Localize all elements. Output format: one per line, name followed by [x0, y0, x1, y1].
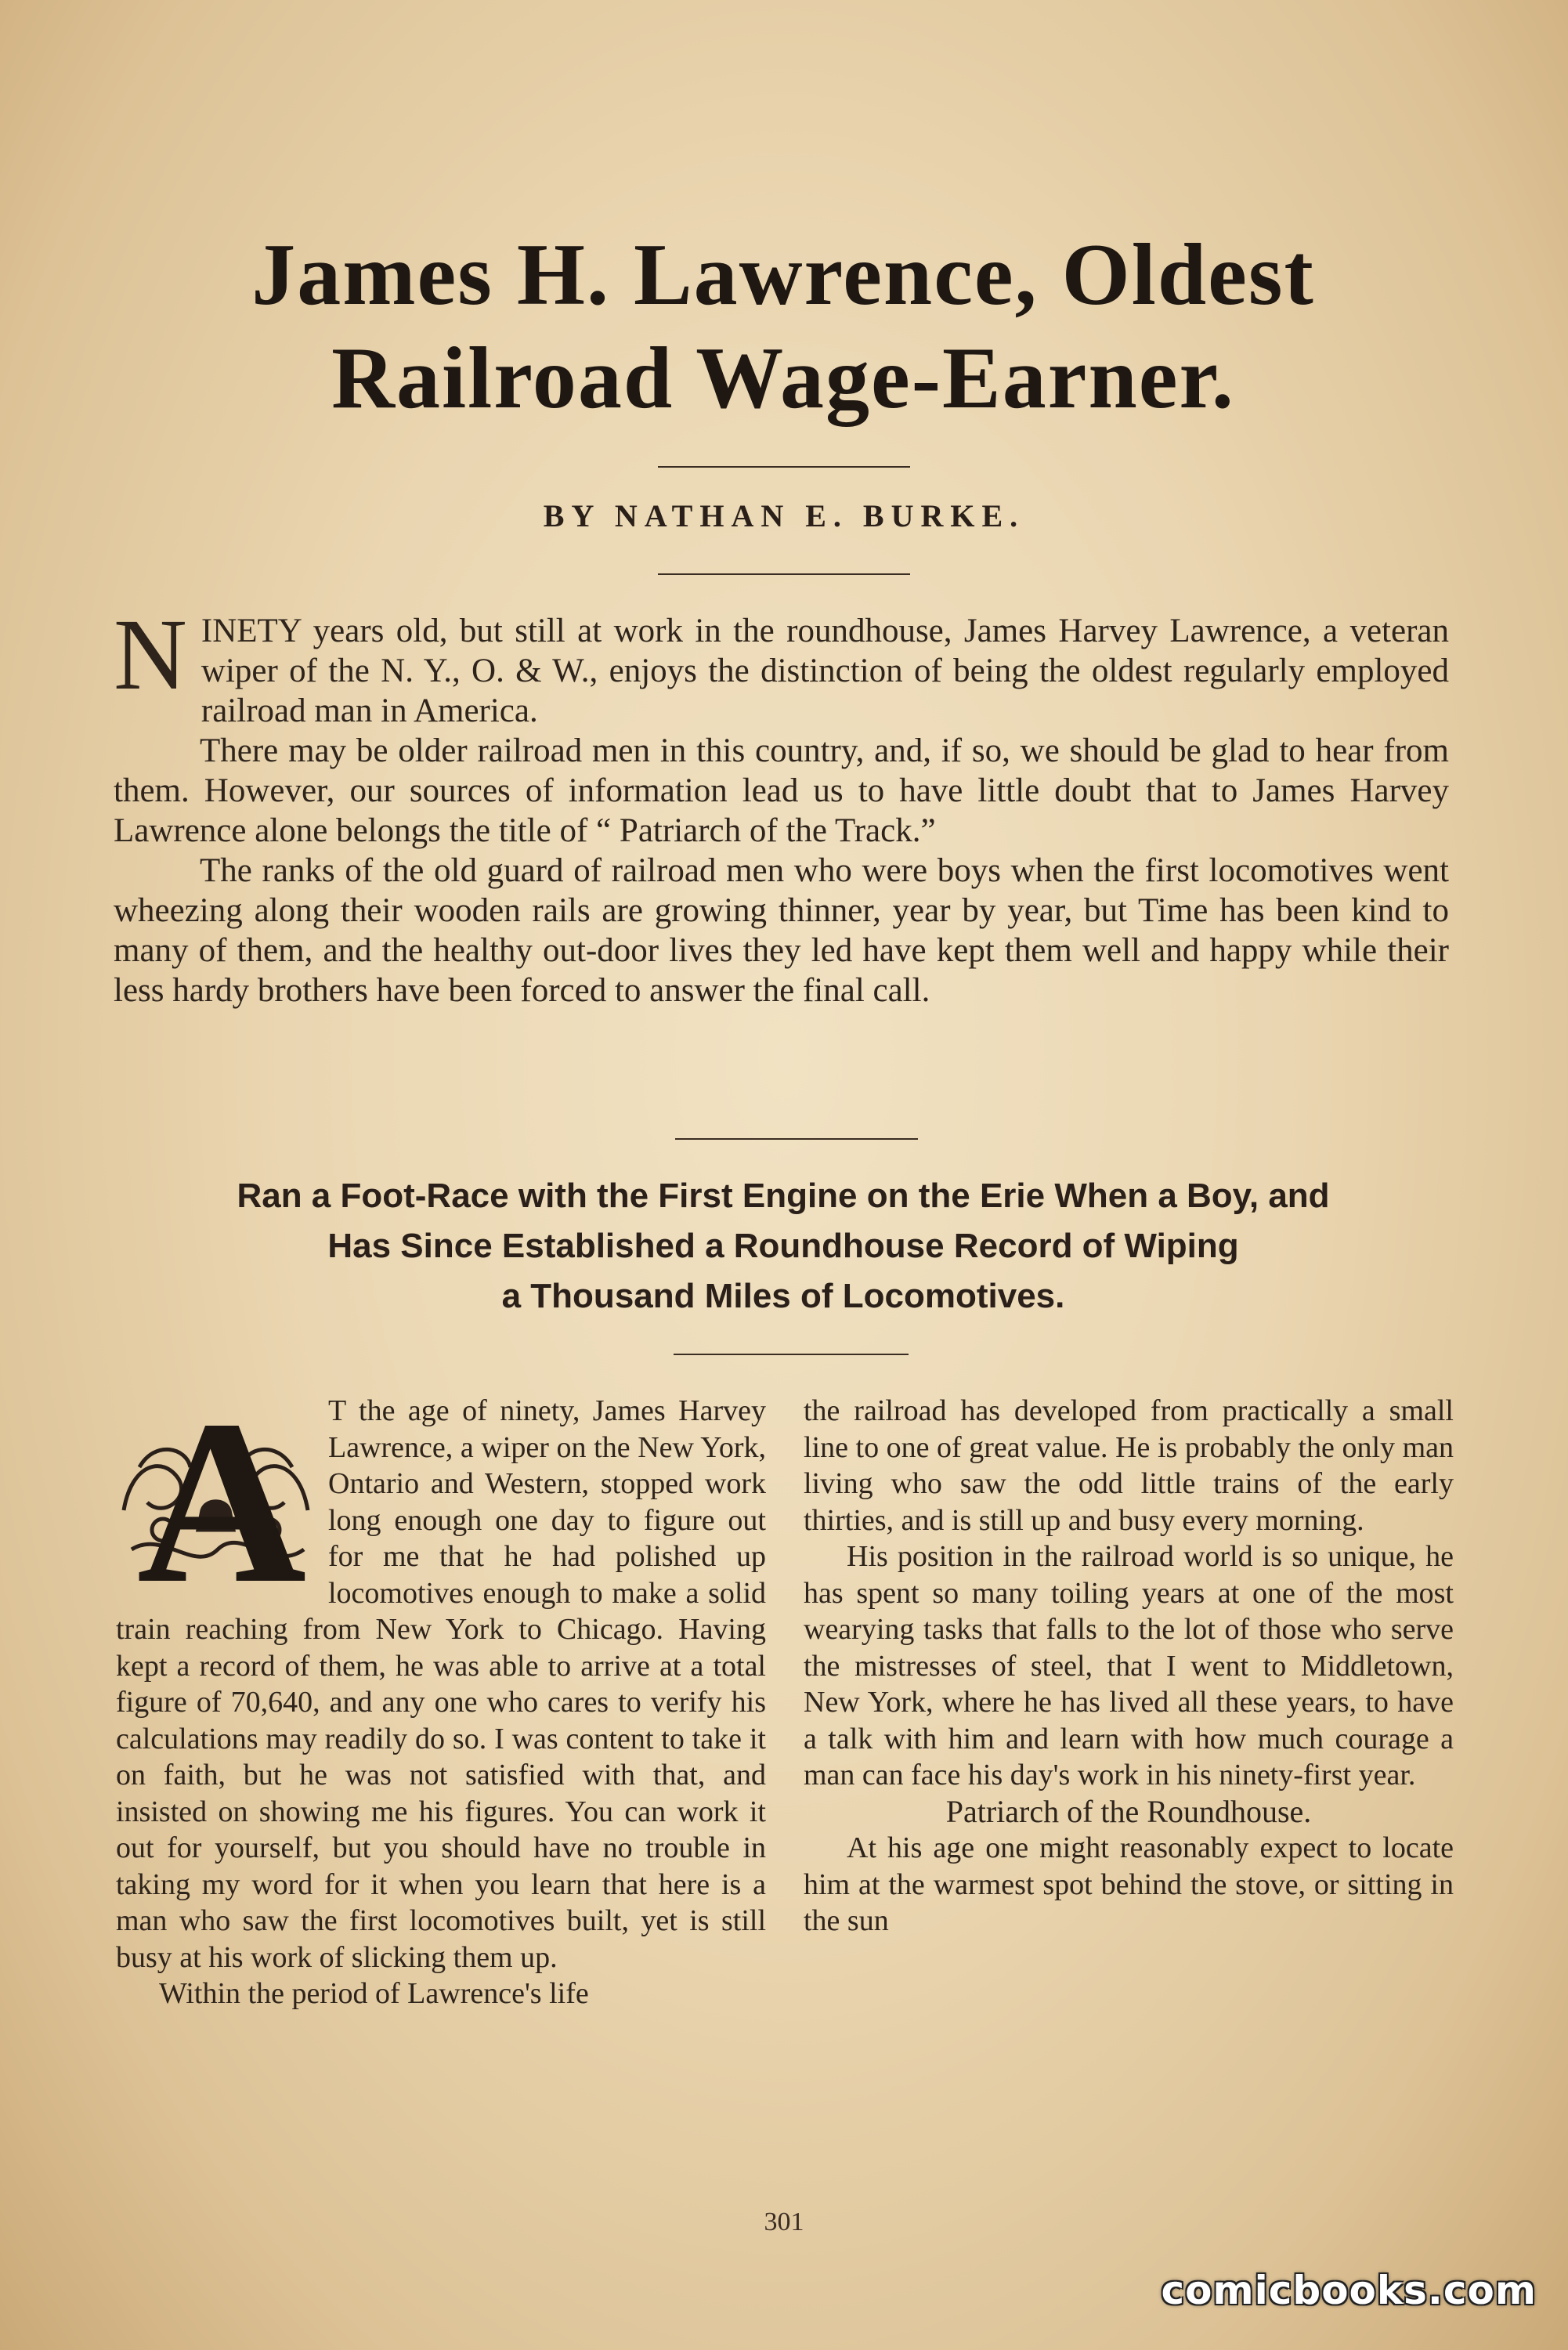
body-paragraph: His position in the railroad world is so unique, he has spent so many toiling years at one of the most wearying tasks that falls to the lot of those who serve the mistresses of steel, that I went to Middletown, New York, where he has lived all these years, to have a talk with him and learn with how much courage a man can face his day's work in his ninety-first year. [804, 1540, 1454, 1791]
deck-line: Has Since Established a Roundhouse Record of Wiping [327, 1227, 1239, 1265]
divider-rule [658, 466, 910, 468]
body-paragraph: At his age one might reasonably expect to locate him at the warmest spot behind the stove, or sitting in the sun [804, 1831, 1454, 1937]
svg-text:A: A [136, 1393, 307, 1593]
drop-cap: N [114, 598, 187, 711]
article-title [102, 223, 1465, 430]
article-deck [110, 1171, 1457, 1321]
byline: BY NATHAN E. BURKE. [543, 498, 1025, 533]
body-paragraph: T the age of ninety, James Harvey Lawrence, a wiper on the New York, Ontario and Western, stopped work long enough one day to figure out for me that he had polished up locomotives enough to make a solid train reaching from New York to Chicago. Having kept a record of them, he was able to arrive at a total figure of 70,640, and any one who cares to verify his calculations may readily do so. I was content to take it on faith, but he was not satisfied with that, and insisted on showing me his figures. You can work it out for yourself, but you should have no trouble in taking my word for it when you learn that here is a man who saw the first locomotives built, yet is still busy at his work of slicking them up. [116, 1394, 766, 1974]
divider-rule [674, 1354, 909, 1355]
body-column-right [804, 1393, 1454, 1940]
deck-line: a Thousand Miles of Locomotives. [501, 1277, 1065, 1315]
divider-rule [658, 573, 910, 575]
intro-paragraph: NINETY years old, but still at work in the roundhouse, James Harvey Lawrence, a veteran wiper of the N. Y., O. & W., enjoys the distinction of being the oldest regularly employed railroad man in America. [114, 598, 1449, 729]
section-subhead: Patriarch of the Roundhouse. [945, 1793, 1312, 1829]
body-column-left [116, 1393, 766, 2012]
deck-line: Ran a Foot-Race with the First Engine on the Erie When a Boy, and [237, 1177, 1330, 1215]
ornamental-initial [116, 1393, 316, 1593]
ornament-icon [116, 1393, 316, 1593]
page-number: 301 [764, 2207, 804, 2236]
title-line-1: James H. Lawrence, Oldest [251, 226, 1315, 324]
body-paragraph: Within the period of Lawrence's life [159, 1977, 589, 2010]
divider-rule [675, 1138, 918, 1140]
title-line-2: Railroad Wage-Earner. [331, 330, 1235, 427]
body-paragraph: the railroad has developed from practically a small line to one of great value. He is probably the only man living who saw the odd little trains of the early thirties, and is still up and busy every morning. [804, 1394, 1454, 1537]
watermark: comicbooks.com [1161, 2268, 1537, 2313]
intro-paragraph: There may be older railroad men in this country, and, if so, we should be glad to hear from them. However, our sources of information lead us to have little doubt that to James Harvey Lawrence alone belongs the title of “ Patriarch of the Track.” [114, 732, 1449, 849]
intro-text [114, 598, 1449, 1010]
intro-paragraph: The ranks of the old guard of railroad men who were boys when the first locomotives went wheezing along their wooden rails are growing thinner, year by year, but Time has been kind to many of them, and the healthy out-door lives they led have kept them well and happy while their less hardy brothers have been forced to answer the final call. [114, 852, 1449, 1009]
